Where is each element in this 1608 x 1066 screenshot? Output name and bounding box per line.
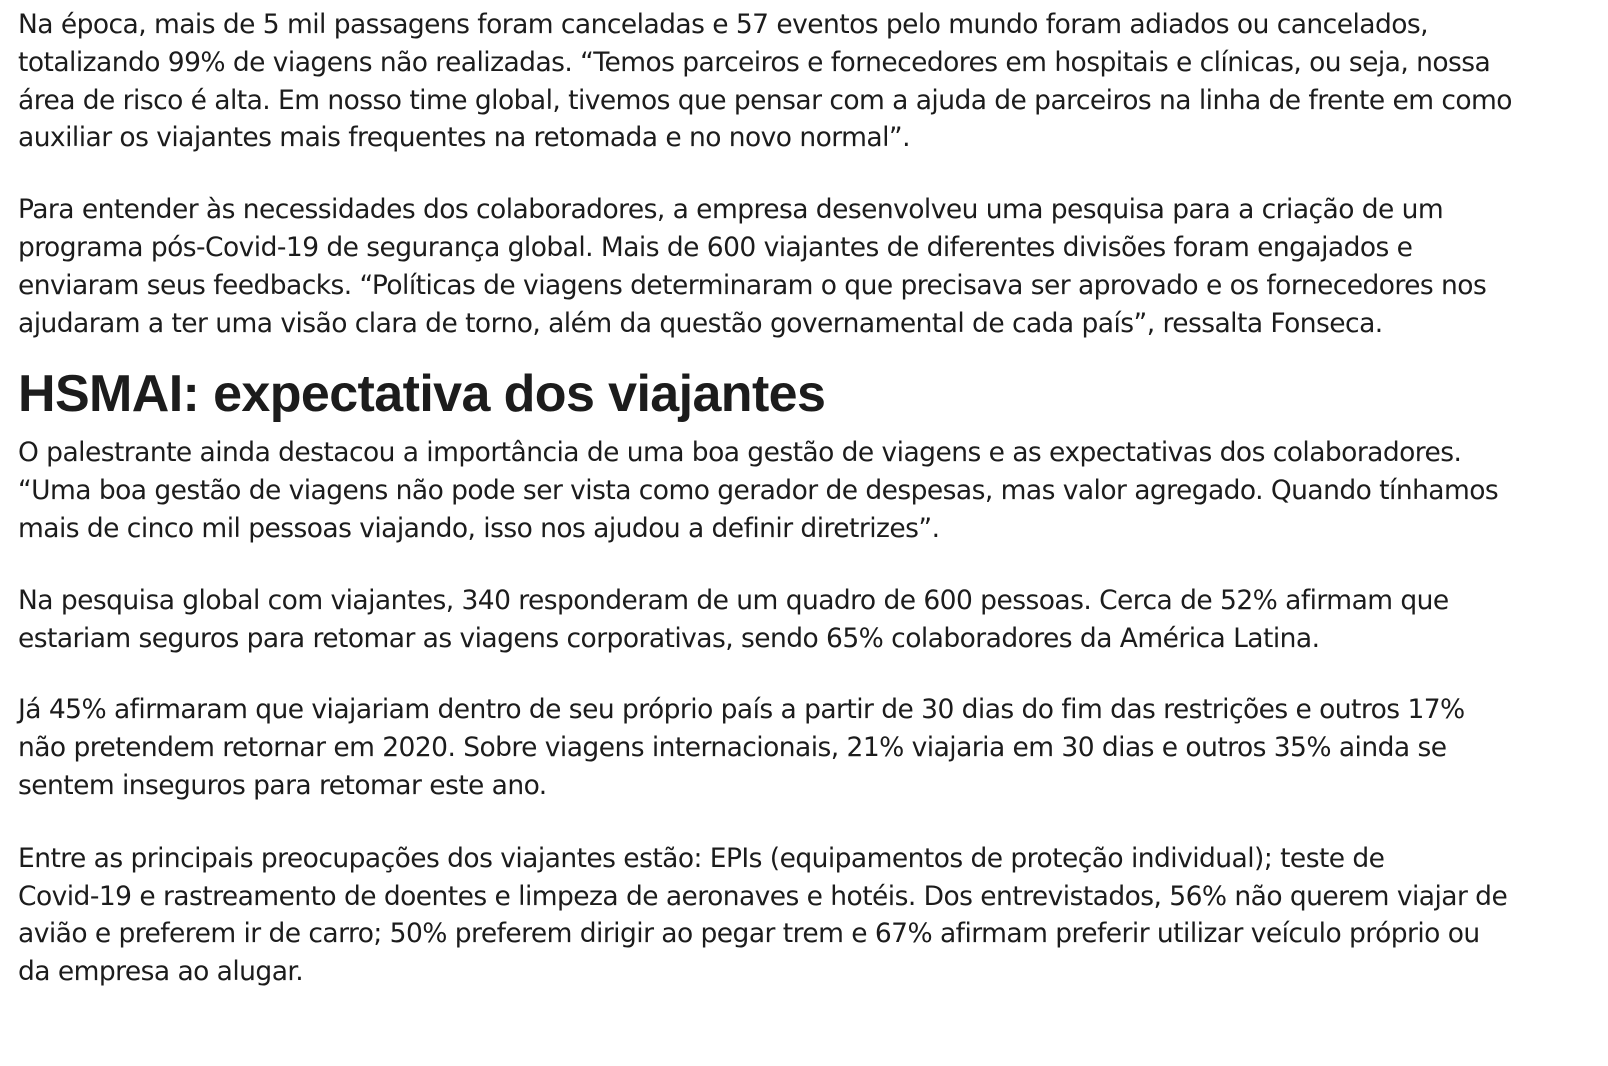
- article-paragraph: O palestrante ainda destacou a importância de uma boa gestão de viagens e as expectativas dos colaboradores. “Uma boa gestão de viagens não pode ser vista como gerador de despesas, mas valor agregado. Quando tínhamos mais de cinco mil pessoas viajando, isso nos ajudou a definir diretrizes”.: [18, 437, 1499, 544]
- article-paragraph: Entre as principais preocupações dos viajantes estão: EPIs (equipamentos de proteção individual); teste de Covid-19 e rastreamento de doentes e limpeza de aeronaves e hotéis. Dos entrevistados, 56% não querem viajar de avião e preferem ir de carro; 50% preferem dirigir ao pegar trem e 67% afirmam preferir utilizar veículo próprio ou da empresa ao alugar.: [18, 842, 1508, 988]
- article-body: [18, 6, 1598, 991]
- article-paragraph: Na época, mais de 5 mil passagens foram canceladas e 57 eventos pelo mundo foram adiados ou cancelados, totalizando 99% de viagens não realizadas. “Temos parceiros e fornecedores em hospitais e clínicas, ou seja, nossa área de risco é alta. Em nosso time global, tivemos que pensar com a ajuda de parceiros na linha de frente em como auxiliar os viajantes mais frequentes na retomada e no novo normal”.: [18, 9, 1512, 154]
- article-paragraph: Para entender às necessidades dos colaboradores, a empresa desenvolveu uma pesquisa para a criação de um programa pós-Covid-19 de segurança global. Mais de 600 viajantes de diferentes divisões foram engajados e enviaram seus feedbacks. “Políticas de viagens determinaram o que precisava ser aprovado e os fornecedores nos ajudaram a ter uma visão clara de torno, além da questão governamental de cada país”, ressalta Fonseca.: [18, 194, 1487, 339]
- section-heading: HSMAI: expectativa dos viajantes: [18, 365, 826, 424]
- article-paragraph: Na pesquisa global com viajantes, 340 responderam de um quadro de 600 pessoas. Cerca de 52% afirmam que estariam seguros para retomar as viagens corporativas, sendo 65% colaboradores da América Latina.: [18, 584, 1449, 654]
- article-paragraph: Já 45% afirmaram que viajariam dentro de seu próprio país a partir de 30 dias do fim das restrições e outros 17% não pretendem retornar em 2020. Sobre viagens internacionais, 21% viajaria em 30 dias e outros 35% ainda se sentem inseguros para retomar este ano.: [18, 694, 1465, 801]
